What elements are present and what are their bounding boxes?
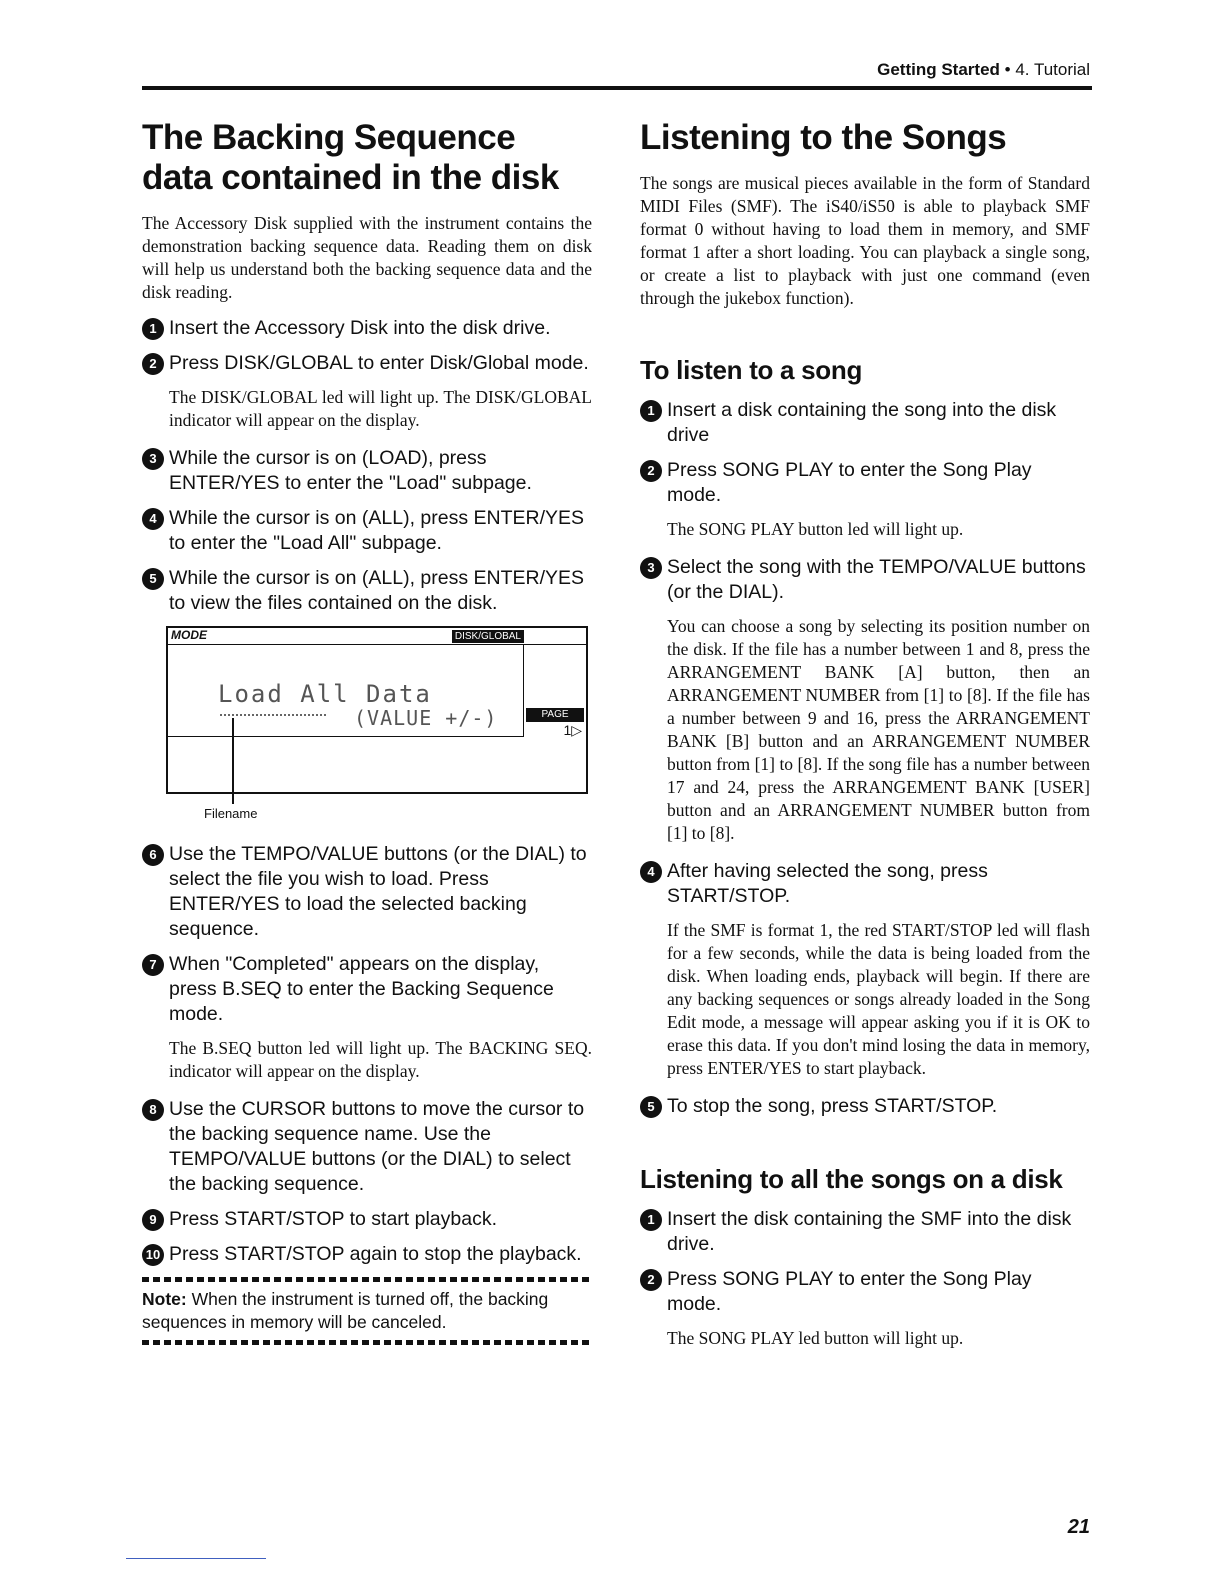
- lcd-filename-field: [220, 714, 326, 716]
- header-section: Getting Started: [877, 60, 1000, 79]
- lcd-display-figure: [166, 626, 588, 826]
- subsection-title: To listen to a song: [640, 355, 863, 385]
- lcd-page-arrow: 1▷: [563, 722, 582, 738]
- note-bottom-rule: [142, 1340, 592, 1345]
- step-text: Press DISK/GLOBAL to enter Disk/Global mode.: [169, 352, 589, 374]
- song-step-5: [640, 1094, 1090, 1119]
- step-text: Insert the Accessory Disk into the disk drive.: [169, 317, 551, 339]
- note-top-rule: [142, 1277, 592, 1282]
- song-step-4: [640, 859, 1090, 909]
- lcd-divider: [168, 736, 524, 737]
- step-number: 5: [640, 1096, 662, 1118]
- step-8: [142, 1097, 592, 1197]
- lcd-line-1: Load All Data: [218, 680, 432, 708]
- song-step-3: [640, 555, 1090, 605]
- right-column: [640, 118, 1090, 1364]
- note-box: [142, 1277, 592, 1345]
- step-number: 6: [142, 844, 164, 866]
- song-step-1: [640, 398, 1090, 448]
- lcd-divider: [523, 644, 524, 737]
- lcd-line-2: (VALUE +/-): [354, 706, 498, 730]
- step-text: Press SONG PLAY to enter the Song Play mode.: [667, 1268, 1032, 1315]
- step-number: 10: [142, 1244, 164, 1266]
- all-step-2: [640, 1267, 1090, 1317]
- step-number: 9: [142, 1209, 164, 1231]
- step-5: [142, 566, 592, 616]
- step-number: 7: [142, 954, 164, 976]
- step-note: If the SMF is format 1, the red START/STOP led will flash for a few seconds, while the data is being loaded from the disk. When loading ends, playback will begin. If there are any backing sequences or songs already loaded in the Song Edit mode, a message will appear asking you if it is OK to erase this data. If you don't mind losing the data in memory, press ENTER/YES to start playback.: [667, 920, 1090, 1078]
- running-header: [877, 60, 1090, 80]
- step-number: 4: [640, 861, 662, 883]
- left-intro: The Accessory Disk supplied with the instrument contains the demonstration backing sequence data. Reading them on disk will help us understand both the backing sequence data and the disk reading.: [142, 213, 592, 302]
- step-number: 3: [142, 448, 164, 470]
- lcd-mode-label: MODE: [171, 628, 207, 642]
- callout-pointer: [232, 718, 234, 804]
- step-2: [142, 351, 592, 376]
- step-text: Use the TEMPO/VALUE buttons (or the DIAL) to select the file you wish to load. Press ENTER/YES to load the selected backing sequence.: [169, 843, 587, 940]
- step-text: When "Completed" appears on the display, press B.SEQ to enter the Backing Sequence mode.: [169, 953, 554, 1025]
- step-7: [142, 952, 592, 1027]
- step-text: To stop the song, press START/STOP.: [667, 1095, 998, 1117]
- footer-link-rule: [126, 1558, 266, 1559]
- step-1: [142, 316, 592, 341]
- step-text: Use the CURSOR buttons to move the cursor to the backing sequence name. Use the TEMPO/VALUE buttons (or the DIAL) to select the backing sequence.: [169, 1098, 585, 1195]
- right-title: Listening to the Songs: [640, 118, 1007, 157]
- step-note: The DISK/GLOBAL led will light up. The DISK/GLOBAL indicator will appear on the display.: [169, 387, 592, 430]
- step-number: 1: [640, 400, 662, 422]
- step-note: You can choose a song by selecting its position number on the disk. If the file has a number between 1 and 8, press the ARRANGEMENT BANK [A] button, then an ARRANGEMENT NUMBER from [1] to [8]. If the file has a number between 9 and 16, press the ARRANGEMENT BANK [B] button and an ARRANGEMENT NUMBER button from [1] to [8]. If the song file has a number between 17 and 24, press the ARRANGEMENT BANK [USER] button and an ARRANGEMENT NUMBER button from [1] to [8].: [667, 616, 1090, 843]
- step-text: While the cursor is on (ALL), press ENTER/YES to view the files contained on the disk.: [169, 567, 585, 614]
- step-note: The SONG PLAY led button will light up.: [667, 1328, 964, 1348]
- step-4: [142, 506, 592, 556]
- step-number: 2: [640, 460, 662, 482]
- step-number: 5: [142, 568, 164, 590]
- step-text: While the cursor is on (ALL), press ENTER/YES to enter the "Load All" subpage.: [169, 507, 585, 554]
- subsection-title: Listening to all the songs on a disk: [640, 1164, 1063, 1194]
- note-label: Note:: [142, 1289, 187, 1309]
- step-text: Insert the disk containing the SMF into the disk drive.: [667, 1208, 1072, 1255]
- step-number: 1: [640, 1209, 662, 1231]
- step-text: Press START/STOP again to stop the playback.: [169, 1243, 582, 1265]
- left-column: [142, 118, 592, 1351]
- step-text: While the cursor is on (LOAD), press ENTER/YES to enter the "Load" subpage.: [169, 447, 532, 494]
- step-9: [142, 1207, 592, 1232]
- all-step-1: [640, 1207, 1090, 1257]
- step-number: 8: [142, 1099, 164, 1121]
- page-number: 21: [1067, 1516, 1090, 1538]
- step-number: 2: [640, 1269, 662, 1291]
- lcd-screen: [166, 626, 588, 794]
- lcd-mode-badge: DISK/GLOBAL: [452, 630, 524, 643]
- step-text: Insert a disk containing the song into the disk drive: [667, 399, 1057, 446]
- step-number: 2: [142, 353, 164, 375]
- left-title: The Backing Sequence data contained in the disk: [142, 118, 559, 197]
- lcd-page-indicator: [526, 708, 584, 738]
- header-rule: [142, 86, 1092, 90]
- step-10: [142, 1242, 592, 1267]
- step-number: 1: [142, 318, 164, 340]
- right-intro: The songs are musical pieces available in the form of Standard MIDI Files (SMF). The iS40/iS50 is able to playback SMF format 0 without having to load them in memory, and SMF format 1 after a short loading. You can playback a single song, or create a list to playback with just one command (even through the jukebox function).: [640, 173, 1090, 308]
- step-text: Press START/STOP to start playback.: [169, 1208, 498, 1230]
- step-text: Select the song with the TEMPO/VALUE buttons (or the DIAL).: [667, 556, 1086, 603]
- step-note: The B.SEQ button led will light up. The BACKING SEQ. indicator will appear on the display.: [169, 1038, 592, 1081]
- step-number: 4: [142, 508, 164, 530]
- song-step-2: [640, 458, 1090, 508]
- callout-filename: Filename: [204, 806, 258, 821]
- step-text: After having selected the song, press START/STOP.: [667, 860, 988, 907]
- step-6: [142, 842, 592, 942]
- step-number: 3: [640, 557, 662, 579]
- header-chapter: 4. Tutorial: [1015, 60, 1090, 79]
- lcd-page-label: PAGE: [526, 708, 584, 722]
- step-3: [142, 446, 592, 496]
- note-text: When the instrument is turned off, the backing sequences in memory will be canceled.: [142, 1289, 549, 1332]
- step-text: Press SONG PLAY to enter the Song Play mode.: [667, 459, 1032, 506]
- header-bullet: •: [1004, 60, 1011, 79]
- note-content: [142, 1288, 592, 1334]
- step-note: The SONG PLAY button led will light up.: [667, 519, 964, 539]
